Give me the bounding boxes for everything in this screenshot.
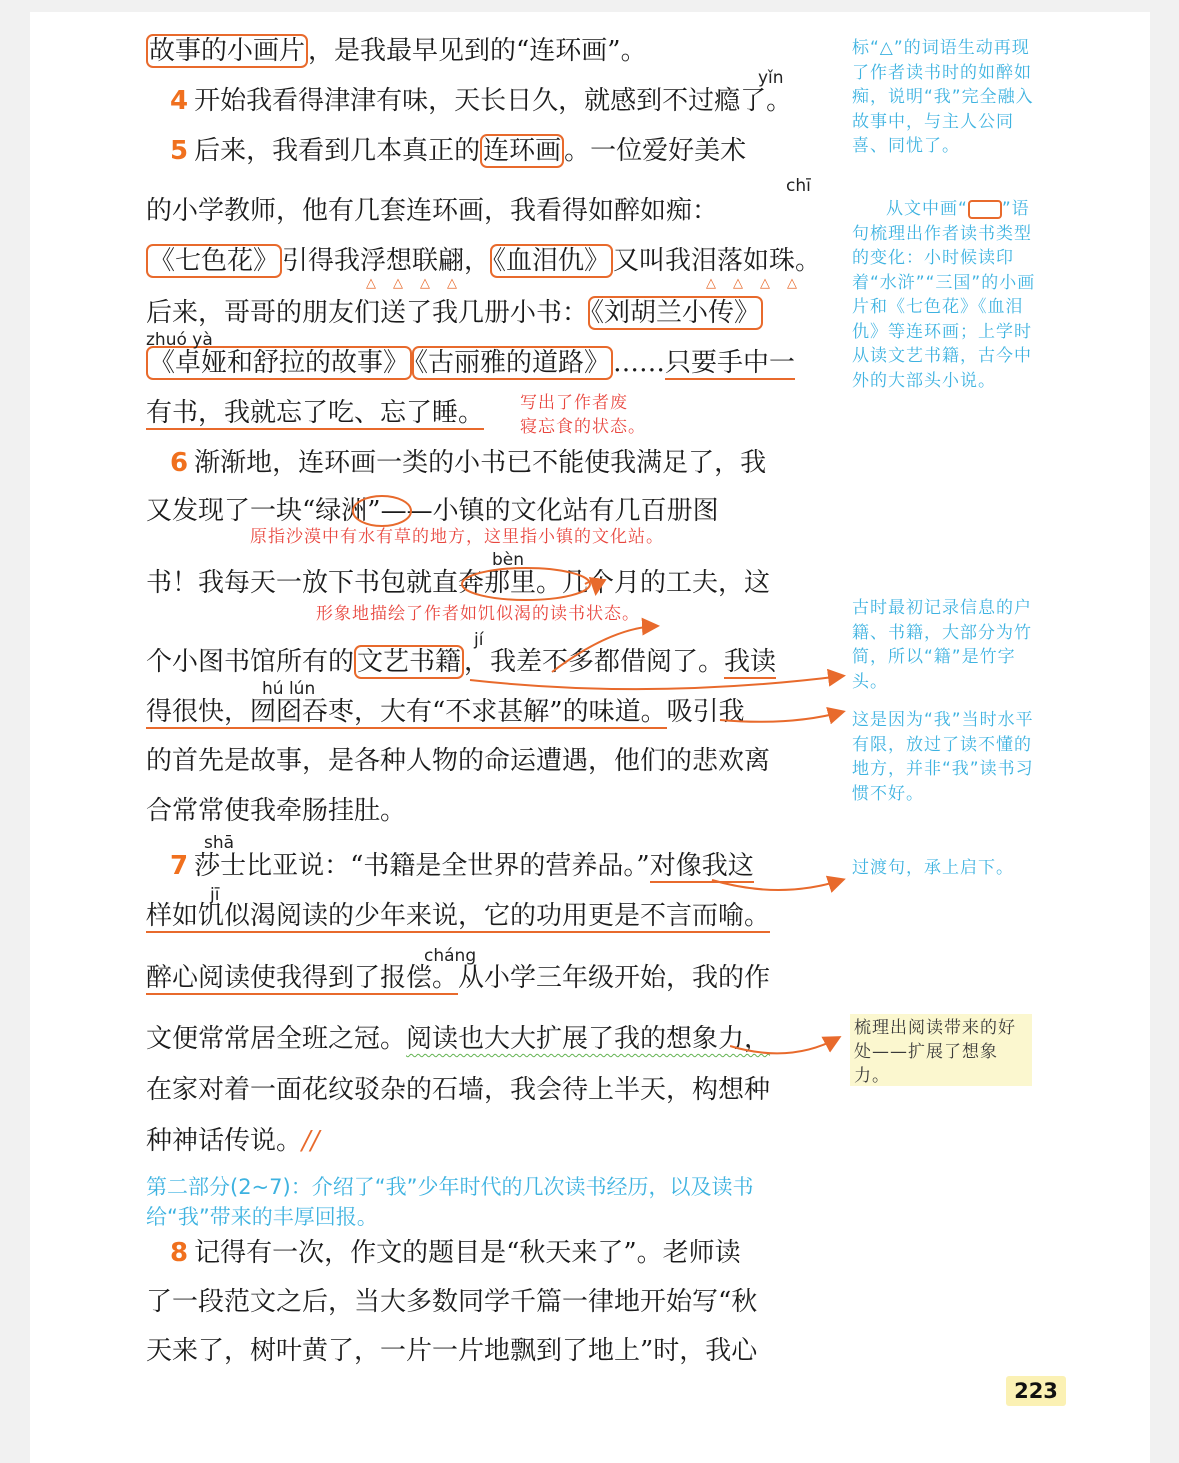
underlined-phrase: 我读 bbox=[724, 647, 777, 677]
text-line bbox=[146, 298, 836, 328]
triangle-marks-leiluo: △△△△ bbox=[706, 276, 814, 291]
text-line bbox=[146, 796, 836, 826]
text-line bbox=[146, 86, 836, 116]
text-run: 书！我每天一放下书包就直奔那里。几个月的工夫，这 bbox=[146, 568, 771, 598]
text-run: 合常常使我牵肠挂肚。 bbox=[146, 796, 407, 826]
text-line bbox=[146, 1075, 836, 1105]
boxed-phrase: 《刘胡兰小传》 bbox=[588, 296, 763, 330]
boxed-phrase: 《七色花》 bbox=[146, 244, 282, 278]
underlined-phrase: 得很快，囫囵吞枣，大有“不求甚解”的味道。 bbox=[146, 697, 667, 727]
text-run: 又叫我泪落如珠。 bbox=[613, 246, 822, 276]
text-run: 后来，我看到几本真正的 bbox=[194, 136, 481, 166]
underlined-phrase: 只要手中一 bbox=[665, 348, 796, 378]
note-fei-qin: 写出了作者废 bbox=[520, 393, 628, 413]
side-note-reading-types-pre: 从文中画“ bbox=[886, 199, 968, 219]
part-summary: 第二部分(2~7)：介绍了“我”少年时代的几次读书经历，以及读书给“我”带来的丰厚回报。 bbox=[146, 1175, 754, 1229]
boxed-phrase: 文艺书籍 bbox=[354, 645, 464, 679]
text-line bbox=[146, 963, 836, 993]
pinyin-ji-book: jí bbox=[474, 630, 484, 650]
boxed-phrase: 连环画 bbox=[480, 134, 564, 168]
pinyin-hulun: hú lún bbox=[262, 679, 316, 699]
text-line bbox=[146, 196, 836, 226]
text-run: 开始我看得津津有味，天长日久，就感到不过瘾了。 bbox=[194, 86, 793, 116]
text-line bbox=[146, 1336, 836, 1366]
text-run: 的小学教师，他有几套连环画，我看得如醉如痴： bbox=[146, 196, 719, 226]
paragraph-number: 5 bbox=[170, 136, 189, 166]
pinyin-sha: shā bbox=[204, 833, 235, 853]
page-number: 223 bbox=[1006, 1376, 1066, 1406]
text-run: 引得我浮想联翩， bbox=[282, 246, 491, 276]
note-oasis: 原指沙漠中有水有草的地方，这里指小镇的文化站。 bbox=[250, 527, 664, 547]
text-run: 。一位爱好美术 bbox=[564, 136, 747, 166]
side-note-transition: 过渡句，承上启下。 bbox=[852, 858, 1014, 878]
text-run: 种神话传说。 bbox=[146, 1126, 303, 1156]
pinyin-chang: cháng bbox=[424, 946, 477, 966]
text-line bbox=[146, 1238, 836, 1268]
side-note-reading-types-post: ”语句梳理出作者读书类型的变化：小时候读印着“水浒”“三国”的小画片和《七色花》《血泪仇》等连环画；上学时从读文艺书籍，古今中外的大部头小说。 bbox=[852, 199, 1036, 391]
text-run: 文便常常居全班之冠。 bbox=[146, 1024, 407, 1054]
boxed-phrase: 《血泪仇》 bbox=[490, 244, 613, 278]
side-note-imagination: 梳理出阅读带来的好处——扩展了想象力。 bbox=[850, 1014, 1032, 1086]
text-run: 天来了，树叶黄了，一片一片地飘到了地上”时，我心 bbox=[146, 1336, 758, 1366]
text-line bbox=[146, 448, 836, 478]
text-run: 吸引我 bbox=[666, 697, 745, 727]
paragraph-number: 6 bbox=[170, 448, 189, 478]
side-note-reading-types bbox=[852, 197, 1036, 393]
text-run: 从小学三年级开始，我的作 bbox=[458, 963, 771, 993]
boxed-phrase: 《卓娅和舒拉的故事》 bbox=[146, 346, 412, 380]
boxed-phrase: 《古丽雅的道路》 bbox=[412, 346, 613, 380]
text-run: …… bbox=[613, 348, 666, 378]
text-run: ，是我最早见到的“连环画”。 bbox=[308, 36, 647, 66]
text-run: 莎士比亚说：“书籍是全世界的营养品。” bbox=[194, 851, 650, 881]
underlined-phrase: 样如饥似渴阅读的少年来说，它的功用更是不言而喻。 bbox=[146, 901, 771, 931]
text-line bbox=[146, 36, 836, 66]
pinyin-ji-hungry: jī bbox=[210, 885, 220, 905]
text-line bbox=[146, 496, 836, 526]
underlined-phrase: 醉心阅读使我得到了报偿。 bbox=[146, 963, 459, 993]
text-run: 了一段范文之后，当大多数同学千篇一律地开始写“秋 bbox=[146, 1287, 758, 1317]
text-run: 后来，哥哥的朋友们送了我几册小书： bbox=[146, 298, 589, 328]
underlined-phrase: 有书，我就忘了吃、忘了睡。 bbox=[146, 398, 485, 428]
wavy-underlined-phrase: 阅读也大大扩展了我的想象力， bbox=[406, 1024, 771, 1054]
text-line bbox=[146, 697, 836, 727]
text-line bbox=[146, 901, 836, 931]
text-run: ，我差不多都借阅了。 bbox=[464, 647, 725, 677]
text-run: 个小图书馆所有的 bbox=[146, 647, 355, 677]
side-note-hulun: 这是因为“我”当时水平有限，放过了读不懂的地方，并非“我”读书习惯不好。 bbox=[852, 710, 1034, 804]
text-run: 又发现了一块“绿洲”——小镇的文化站有几百册图 bbox=[146, 496, 719, 526]
paragraph-number: 8 bbox=[170, 1238, 189, 1268]
pinyin-zhuoya: zhuó yà bbox=[146, 330, 213, 350]
text-line bbox=[146, 1024, 836, 1054]
text-run: 的首先是故事，是各种人物的命运遭遇，他们的悲欢离 bbox=[146, 746, 771, 776]
text-line bbox=[146, 746, 836, 776]
text-line bbox=[146, 246, 836, 276]
pinyin-yin: yǐn bbox=[758, 68, 784, 88]
text-run: 渐渐地，连环画一类的小书已不能使我满足了，我 bbox=[194, 448, 767, 478]
text-line bbox=[146, 568, 836, 598]
pinyin-ben: bèn bbox=[492, 550, 525, 570]
text-line bbox=[146, 851, 836, 881]
pinyin-chi: chī bbox=[786, 176, 811, 196]
note-hungry-reading: 形象地描绘了作者如饥似渴的读书状态。 bbox=[316, 604, 640, 624]
text-line bbox=[146, 398, 836, 428]
text-line bbox=[146, 1126, 836, 1156]
boxed-phrase: 故事的小画片 bbox=[146, 34, 308, 68]
underlined-phrase: 对像我这 bbox=[649, 851, 754, 881]
box-symbol-icon bbox=[968, 200, 1002, 219]
text-run: 记得有一次，作文的题目是“秋天来了”。老师读 bbox=[194, 1238, 741, 1268]
side-note-triangles: 标“△”的词语生动再现了作者读书时的如醉如痴，说明“我”完全融入故事中，与主人公同喜、同忧了。 bbox=[852, 38, 1034, 156]
section-break-mark: // bbox=[302, 1126, 320, 1156]
paragraph-number: 4 bbox=[170, 86, 189, 116]
text-line bbox=[146, 348, 836, 378]
note-fei-qin-2: 寝忘食的状态。 bbox=[520, 417, 646, 437]
side-note-ji-radical: 古时最初记录信息的户籍、书籍，大部分为竹简，所以“籍”是竹字头。 bbox=[852, 598, 1032, 692]
triangle-marks-fuxiang: △△△△ bbox=[366, 276, 474, 291]
text-run: 在家对着一面花纹驳杂的石墙，我会待上半天，构想种 bbox=[146, 1075, 771, 1105]
text-line bbox=[146, 1287, 836, 1317]
paragraph-number: 7 bbox=[170, 851, 189, 881]
text-line bbox=[146, 647, 836, 677]
text-line bbox=[146, 136, 836, 166]
